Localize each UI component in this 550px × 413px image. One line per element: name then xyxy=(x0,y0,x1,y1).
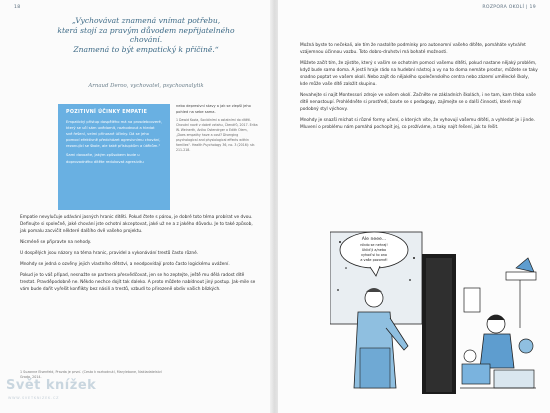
bubble-line: a vaše pozorné! xyxy=(360,258,388,262)
side-note-reference: 1 Dawid Kozia, Sociálními a ostatními do dítětí. Chování nové v dobré vztahu, Čtenářů, 2017. Erika W. Weinerth, Aniko Ostendrger a Edith Olem, „Does empathy have a cost? Diverging psychological and physiological effects within families". Health Psychology 36, no. 3 (2016): str. 211-218. xyxy=(176,118,258,153)
child-figure xyxy=(480,315,514,368)
body-paragraph: Můžete začít tím, že zjistíte, který s vaším se ochotním pomocí vašemu dítěti, pokud nastane nějaký problém, když bude samo doma. A jestli hraje rádo na hudební nástroj a vy na to doma nemáte prostor, můžete se taky snadno poptat ve vašem okolí. Nebo zajít do nějakého společenského centra nebo zázemí umělecké školy, kde může vaše dítě založit skupinu. xyxy=(300,61,538,88)
watermark-logo: Svět knížek xyxy=(6,378,97,393)
body-paragraph: Možná byste to nečekali, ale tím že nastolíte podmínky pro autonomní vašeho dítěte, pomáháte vytvářet vzájemnou účinnou vazbu. Toto dobro-druhství má bohaté možnosti. xyxy=(300,43,526,56)
body-paragraph: Nicméně se připravte na nehody. xyxy=(20,240,92,246)
bubble-line: Ukliď ji a/nebo xyxy=(361,248,387,252)
page-number-left: 18 xyxy=(14,5,21,10)
quote-line: „Vychovávat znamená vnímat potřebu, xyxy=(71,16,221,25)
info-box xyxy=(58,104,170,210)
body-paragraph: Mnohdy se jedná o ozvěny jejich vlastního dětství, a neodpovídají proto často logickému uvážení. xyxy=(20,262,230,268)
quote-line: která stojí za pravým důvodem nepřijatelného chování. xyxy=(57,25,235,45)
body-paragraph: Mnohdy je snazší míchat si různé formy učení, o kterých víte, že vyhovují vašemu dítěti, a vyhledat je i jinde. Mluvení o problému nám pomáhá pochopit jej, co prožíváme, a taky najít řešení, jak to řešit. xyxy=(300,118,535,131)
info-box-paragraph: Empatický přístup dospělého má na prosdebcoveré, který se učí sám uvědomit, rozhodnout a hledat své řešení, velmi přínosné účinky. Dá se jeho pomocí efektivně předcházet agresivnímu chování, rezonující se škole, ale také přístupkům a útěkům.¹ xyxy=(66,120,162,149)
body-paragraph: U dospělých jsou názory na téma hranic, pravidel a vykonávání trestů často různé. xyxy=(20,251,199,257)
quote-attribution: Arnaud Deroo, vychovatel, psychoanalytik xyxy=(88,83,204,89)
left-page xyxy=(0,0,272,413)
bubble-line: nikdo se nehraj! xyxy=(360,243,388,247)
quote-line: Znamená to být empatický k příčině.“ xyxy=(73,44,219,54)
body-paragraph: Empatie nevylučuje udávání jasných hranic dítěti. Pokud čtete s párou, je dobré toto téma probírat ve dvou. Definujte si společně, jaké chování jste ochotní akceptovat, jaké už ne a z jakého důvodu. Je to také způsob, jak pomalu zacvičit některé dalšího dvě vašeho projektu. xyxy=(20,215,253,235)
info-box-paragraph: Sami dovozíte, jakým způsobem bude u doprovodného dítěte redukovat agresivitu xyxy=(66,153,144,164)
footnote: 1 Suzanne Eisenfeld, Pravda je první. (Cesta k rozhodnutí, Marylebone, Nakladatelství Grada, 2014. xyxy=(20,370,162,379)
bubble-line: vyhoď si to ono xyxy=(360,253,388,257)
info-box-title: POZITIVNÍ ÚČINKY EMPATIE xyxy=(66,110,148,115)
side-note-text: nebo depresivní stavy a jak se zlepší jeho pohled na sebe sama. xyxy=(176,104,251,114)
bubble-line: Ale neee... xyxy=(361,237,387,242)
side-note xyxy=(176,104,258,156)
page-number-right: ROZPORA OKOLÍ | 19 xyxy=(482,5,536,10)
comic-illustration xyxy=(330,228,542,396)
body-paragraph: Pokud je to váš případ, nesnažte se partnera přesvědčovat, jen se ho zeptejte, ještě mu dělá radost dítě trestat. Pravděpodobně ne. Někdo nechce dojít tak daleko. A proto můžete nabídnout jiný postup. Jak-mile se vám bude dařit vyřešit konflikty bez násilí a trestů, vzbudí to přirozeně obdiv vašich blízkých. xyxy=(20,273,256,293)
pull-quote xyxy=(46,16,246,54)
left-body-text xyxy=(20,214,256,297)
right-body-text xyxy=(300,42,538,136)
body-paragraph: Nevahejte si najít Montessori zdroje ve vašem okolí. Začněte ne základních školách, i ne tam, kam třeba vaše dítě nenastoupí. Prohlédněte si prostředí, bavte se s pedagogy, zajímejte se o další činnosti, které mají podobný styl výchovy. xyxy=(300,93,536,113)
watermark-url: WWW.SVETKNIZEK.CZ xyxy=(8,396,60,400)
